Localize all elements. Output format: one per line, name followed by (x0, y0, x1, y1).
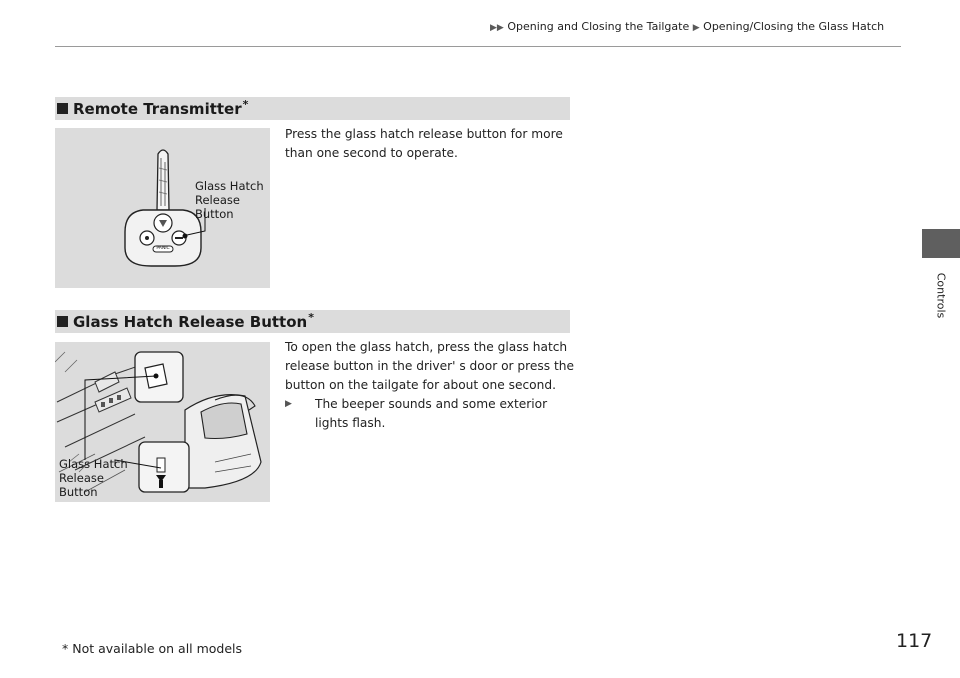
breadcrumb-arrow-icon: ▶ (692, 23, 700, 33)
chapter-tab-label[interactable]: Controls (934, 272, 948, 318)
heading-square-icon (57, 316, 68, 327)
section-title: Remote Transmitter (73, 99, 242, 118)
section-heading-remote-transmitter (55, 97, 570, 120)
header-rule (55, 46, 901, 47)
figure-glass-hatch-release-button (55, 342, 270, 502)
figure-remote-transmitter (55, 128, 270, 288)
breadcrumb-section[interactable]: Opening and Closing the Tailgate (507, 20, 690, 33)
breadcrumb-page[interactable]: Opening/Closing the Glass Hatch (703, 20, 885, 33)
chapter-tab-marker (922, 229, 960, 258)
footnote-mark: * (242, 98, 249, 111)
section-title: Glass Hatch Release Button (73, 312, 308, 331)
section-body-remote-transmitter: Press the glass hatch release button for more than one second to operate. (285, 127, 563, 160)
breadcrumb (490, 20, 902, 33)
section-heading-glass-hatch-release-button (55, 310, 570, 333)
footnote-mark: * (308, 311, 314, 324)
result-arrow-icon: ▶ (285, 399, 292, 409)
figure-callout-glass-hatch-release-button: Glass Hatch Release Button (59, 457, 128, 499)
section-body-glass-hatch-release-button: To open the glass hatch, press the glass hatch release button in the driver' s door or press the button on the tailgate for about one second. ▶ The beeper sounds and some exterior lights flash. (285, 338, 577, 433)
panic-label: PANIC (156, 246, 170, 251)
heading-square-icon (57, 103, 68, 114)
page-number: 117 (896, 630, 933, 652)
figure-callout-glass-hatch-release-button: Glass Hatch Release Button (195, 179, 264, 221)
breadcrumb-arrow-icon: ▶▶ (490, 23, 504, 33)
footnote: * Not available on all models (62, 641, 243, 656)
result-note: ▶ The beeper sounds and some exterior lights flash. (285, 397, 548, 430)
